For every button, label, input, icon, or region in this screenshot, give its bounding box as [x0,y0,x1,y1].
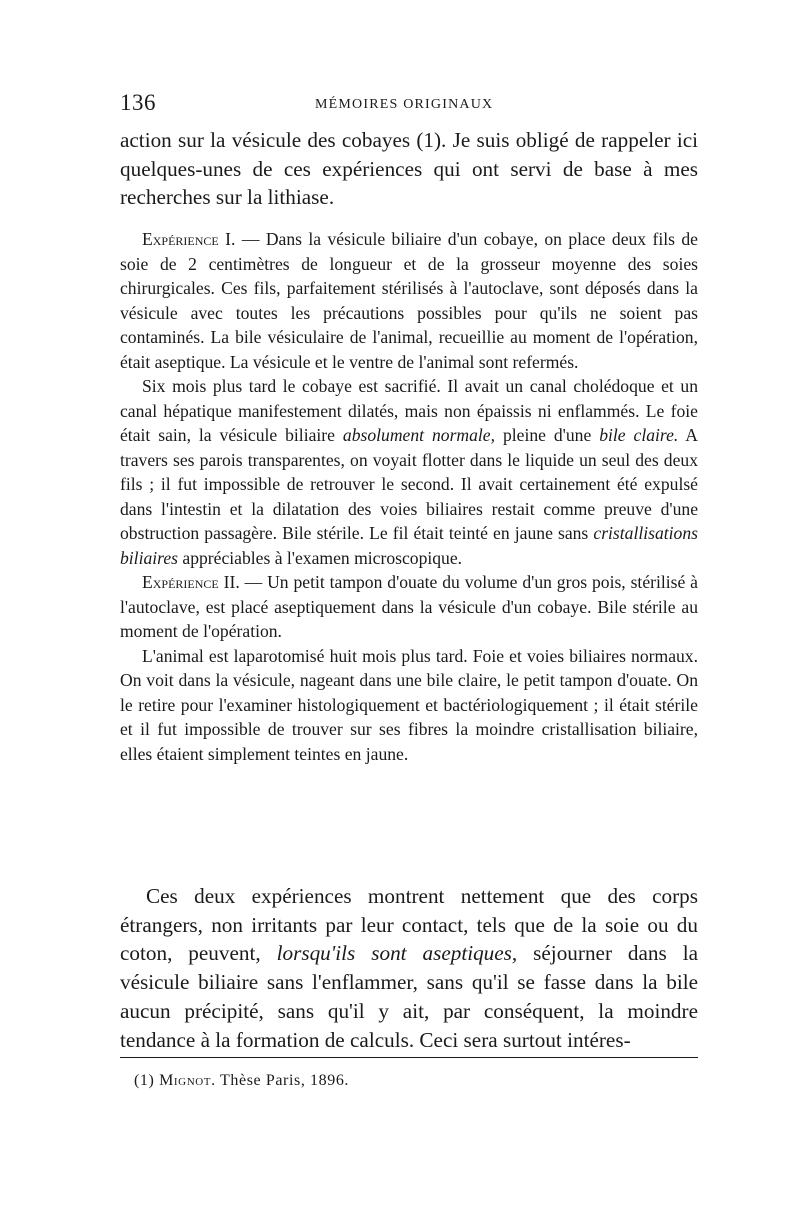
experiment-1-result-emphasis-1: absolument normale, [342,425,496,445]
conclusion-emphasis: lorsqu'ils sont aseptiques, [276,941,518,966]
conclusion-text [120,882,698,1054]
conclusion-text-2: séjourner dans la vésicule biliaire sans l'enflammer, sans qu'il se fasse dans la bile aucun précipité, sans qu'il y ait, par conséquent, la moindre tendance à la formation de calculs. Ceci sera surtout intéres- [120,941,698,1052]
footnote [134,1072,349,1090]
footnote-marker: (1) [134,1072,160,1089]
experiment-1-result-text-4: appréciables à l'examen microscopique. [178,547,463,568]
conclusion-paragraph [120,882,698,1054]
page-header [120,90,698,120]
experiment-1-text: — Dans la vésicule biliaire d'un cobaye, on place deux fils de soie de 2 centimètres de longueur et de la grosseur moyenne des soies chirurgicales. Ces fils, parfaitement stérilisés à l'autoclave, sont déposés dans la vésicule avec toutes les précautions possibles pour qu'ils ne soient pas contaminés. La bile vésiculaire de l'animal, recueillie au moment de l'opération, était aseptique. La vésicule et le ventre de l'animal sont refermés. [120,229,698,372]
experiment-1-label: Expérience I. [142,229,236,249]
running-title: MÉMOIRES ORIGINAUX [315,97,494,112]
experiment-1-result-text-2: pleine d'une [495,425,600,445]
experiments-block [120,227,698,766]
experiment-1-paragraph [120,227,698,374]
experiment-2-result-paragraph: L'animal est laparotomisé huit mois plus tard. Foie et voies biliaires normaux. On voit dans la vésicule, nageant dans une bile claire, le petit tampon d'ouate. On le retire pour l'examiner histologiquement et bactériologiquement ; il était stérile et il fut impossible de trouver sur ses fibres la moindre cristallisation biliaire, elles étaient simplement teintes en jaune. [120,645,698,764]
experiment-2-text: — Un petit tampon d'ouate du volume d'un gros pois, stérilisé à l'autoclave, est placé aseptiquement dans la vésicule d'un cobaye. Bile stérile au moment de l'opération. [120,572,698,641]
experiment-2-label: Expérience II. [142,572,240,592]
experiment-1-result-paragraph [120,374,698,570]
footnote-author: Mignot [159,1072,212,1089]
conclusion-text-1: Ces deux expériences montrent nettement que des corps étrangers, non irritants par leur contact, tels que de la soie ou du coton, peuvent, [120,884,698,966]
intro-text: action sur la vésicule des cobayes (1). Je suis obligé de rappeler ici quelques-unes de ces expériences qui ont servi de base à mes recherches sur la lithiase. [120,128,698,210]
experiment-1-result-emphasis-3: cristallisations biliaires [120,523,698,568]
footnote-text: . Thèse Paris, 1896. [211,1072,350,1089]
experiment-1-result-text-3: A travers ses parois transparentes, on voyait flotter dans le liquide un seul des deux fils ; il fut impossible de retrouver le second. Il avait certainement été expulsé dans l'intestin et la dilatation des voies biliaires restait comme preuve d'une obstruction passagère. Bile stérile. Le fil était teinté en jaune sans [120,425,698,543]
experiment-1-result-emphasis-2: bile claire. [599,425,679,445]
experiment-2-paragraph [120,570,698,644]
experiment-1-result-text-1: Six mois plus tard le cobaye est sacrifié. Il avait un canal cholédoque et un canal hépatique manifestement dilatés, mais non épaissis ni enflammés. Le foie était sain, la vésicule biliaire [120,376,698,445]
footnote-divider [120,1057,698,1058]
page-number: 136 [120,90,156,115]
intro-paragraph [120,126,698,212]
